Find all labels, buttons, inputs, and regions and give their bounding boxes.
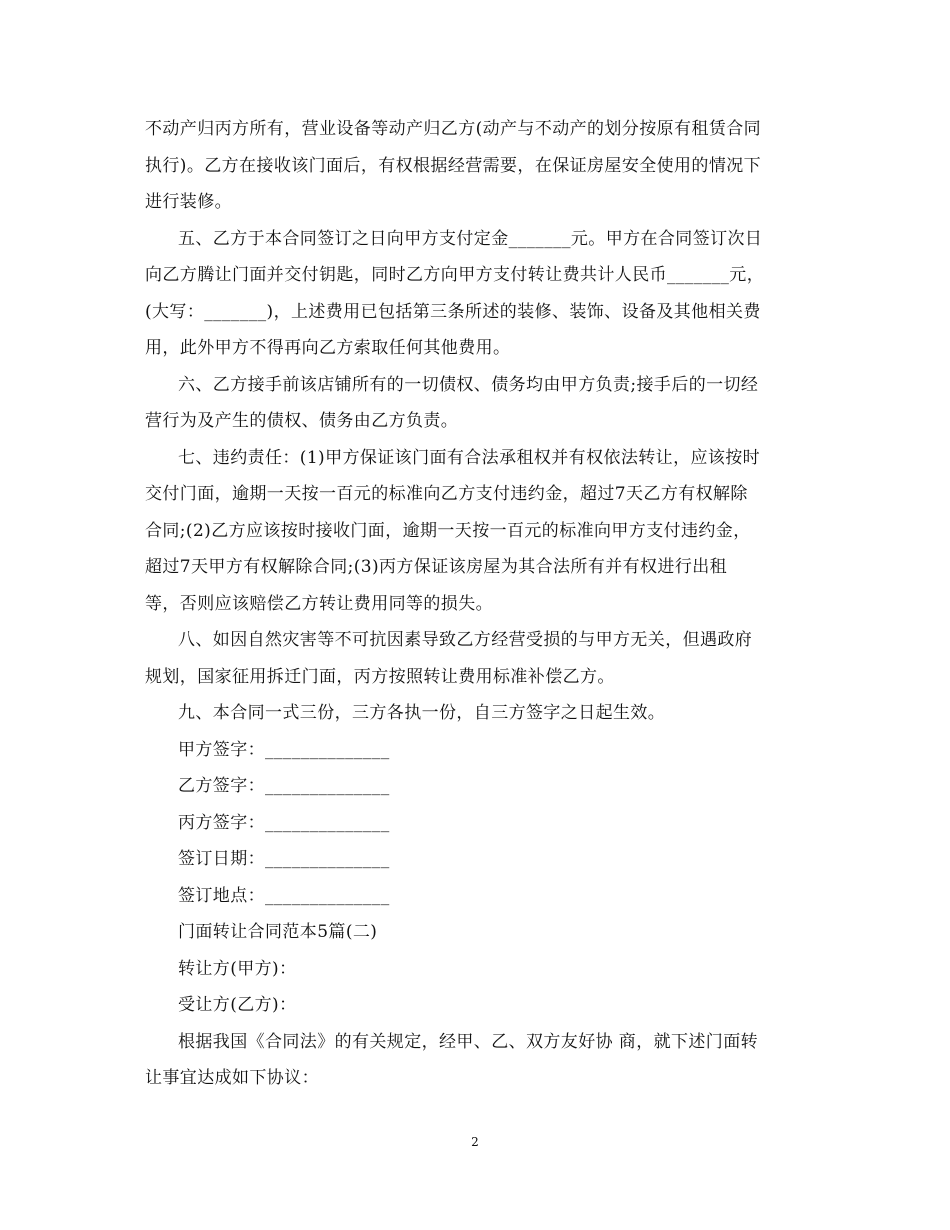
paragraph-line: 不动产归丙方所有，营业设备等动产归乙方(动产与不动产的划分按原有租赁合同 xyxy=(145,119,762,139)
clause-8-line: 八、如因自然灾害等不可抗因素导致乙方经营受损的与甲方无关，但遇政府 xyxy=(178,630,753,650)
clause-5-line: 向乙方腾让门面并交付钥匙，同时乙方向甲方支付转让费共计人民币_______元， xyxy=(145,265,765,285)
clause-7-line: 七、违约责任：(1)甲方保证该门面有合法承租权并有权依法转让，应该按时 xyxy=(178,448,761,468)
transferee-line: 受让方(乙方)： xyxy=(178,995,297,1015)
clause-7-line: 交付门面，逾期一天按一百元的标准向乙方支付违约金，超过7天乙方有权解除 xyxy=(145,484,748,504)
paragraph-line: 执行)。乙方在接收该门面后，有权根据经营需要，在保证房屋安全使用的情况下 xyxy=(145,156,762,176)
clause-8-line: 规划，国家征用拆迁门面，丙方按照转让费用标准补偿乙方。 xyxy=(145,667,615,687)
page-number: 2 xyxy=(471,1135,479,1149)
clause-6-line: 六、乙方接手前该店铺所有的一切债权、债务均由甲方负责;接手后的一切经 xyxy=(178,375,759,395)
clause-5-line: (大写：_______)，上述费用已包括第三条所述的装修、装饰、设备及其他相关费 xyxy=(145,302,761,322)
clause-5-line: 用，此外甲方不得再向乙方索取任何其他费用。 xyxy=(145,338,511,358)
signing-place: 签订地点：______________ xyxy=(178,886,390,906)
signature-party-c: 丙方签字：______________ xyxy=(178,813,390,833)
clause-7-line: 合同;(2)乙方应该按时接收门面，逾期一天按一百元的标准向甲方支付违约金， xyxy=(145,521,751,541)
transferor-line: 转让方(甲方)： xyxy=(178,959,297,979)
preamble-line: 根据我国《合同法》的有关规定，经甲、乙、双方友好协 商，就下述门面转 xyxy=(178,1032,759,1052)
preamble-line: 让事宜达成如下协议： xyxy=(145,1068,319,1088)
clause-5-line: 五、乙方于本合同签订之日向甲方支付定金_______元。甲方在合同签订次日 xyxy=(178,229,763,249)
clause-7-line: 超过7天甲方有权解除合同;(3)丙方保证该房屋为其合法所有并有权进行出租 xyxy=(145,557,728,577)
paragraph-line: 进行装修。 xyxy=(145,192,232,212)
signing-date: 签订日期：______________ xyxy=(178,849,390,869)
clause-6-line: 营行为及产生的债权、债务由乙方负责。 xyxy=(145,411,459,431)
signature-party-b: 乙方签字：______________ xyxy=(178,776,390,796)
section-heading: 门面转让合同范本5篇(二) xyxy=(178,922,378,942)
clause-7-line: 等，否则应该赔偿乙方转让费用同等的损失。 xyxy=(145,594,493,614)
signature-party-a: 甲方签字：______________ xyxy=(178,740,390,760)
clause-9-line: 九、本合同一式三份，三方各执一份，自三方签字之日起生效。 xyxy=(178,703,666,723)
